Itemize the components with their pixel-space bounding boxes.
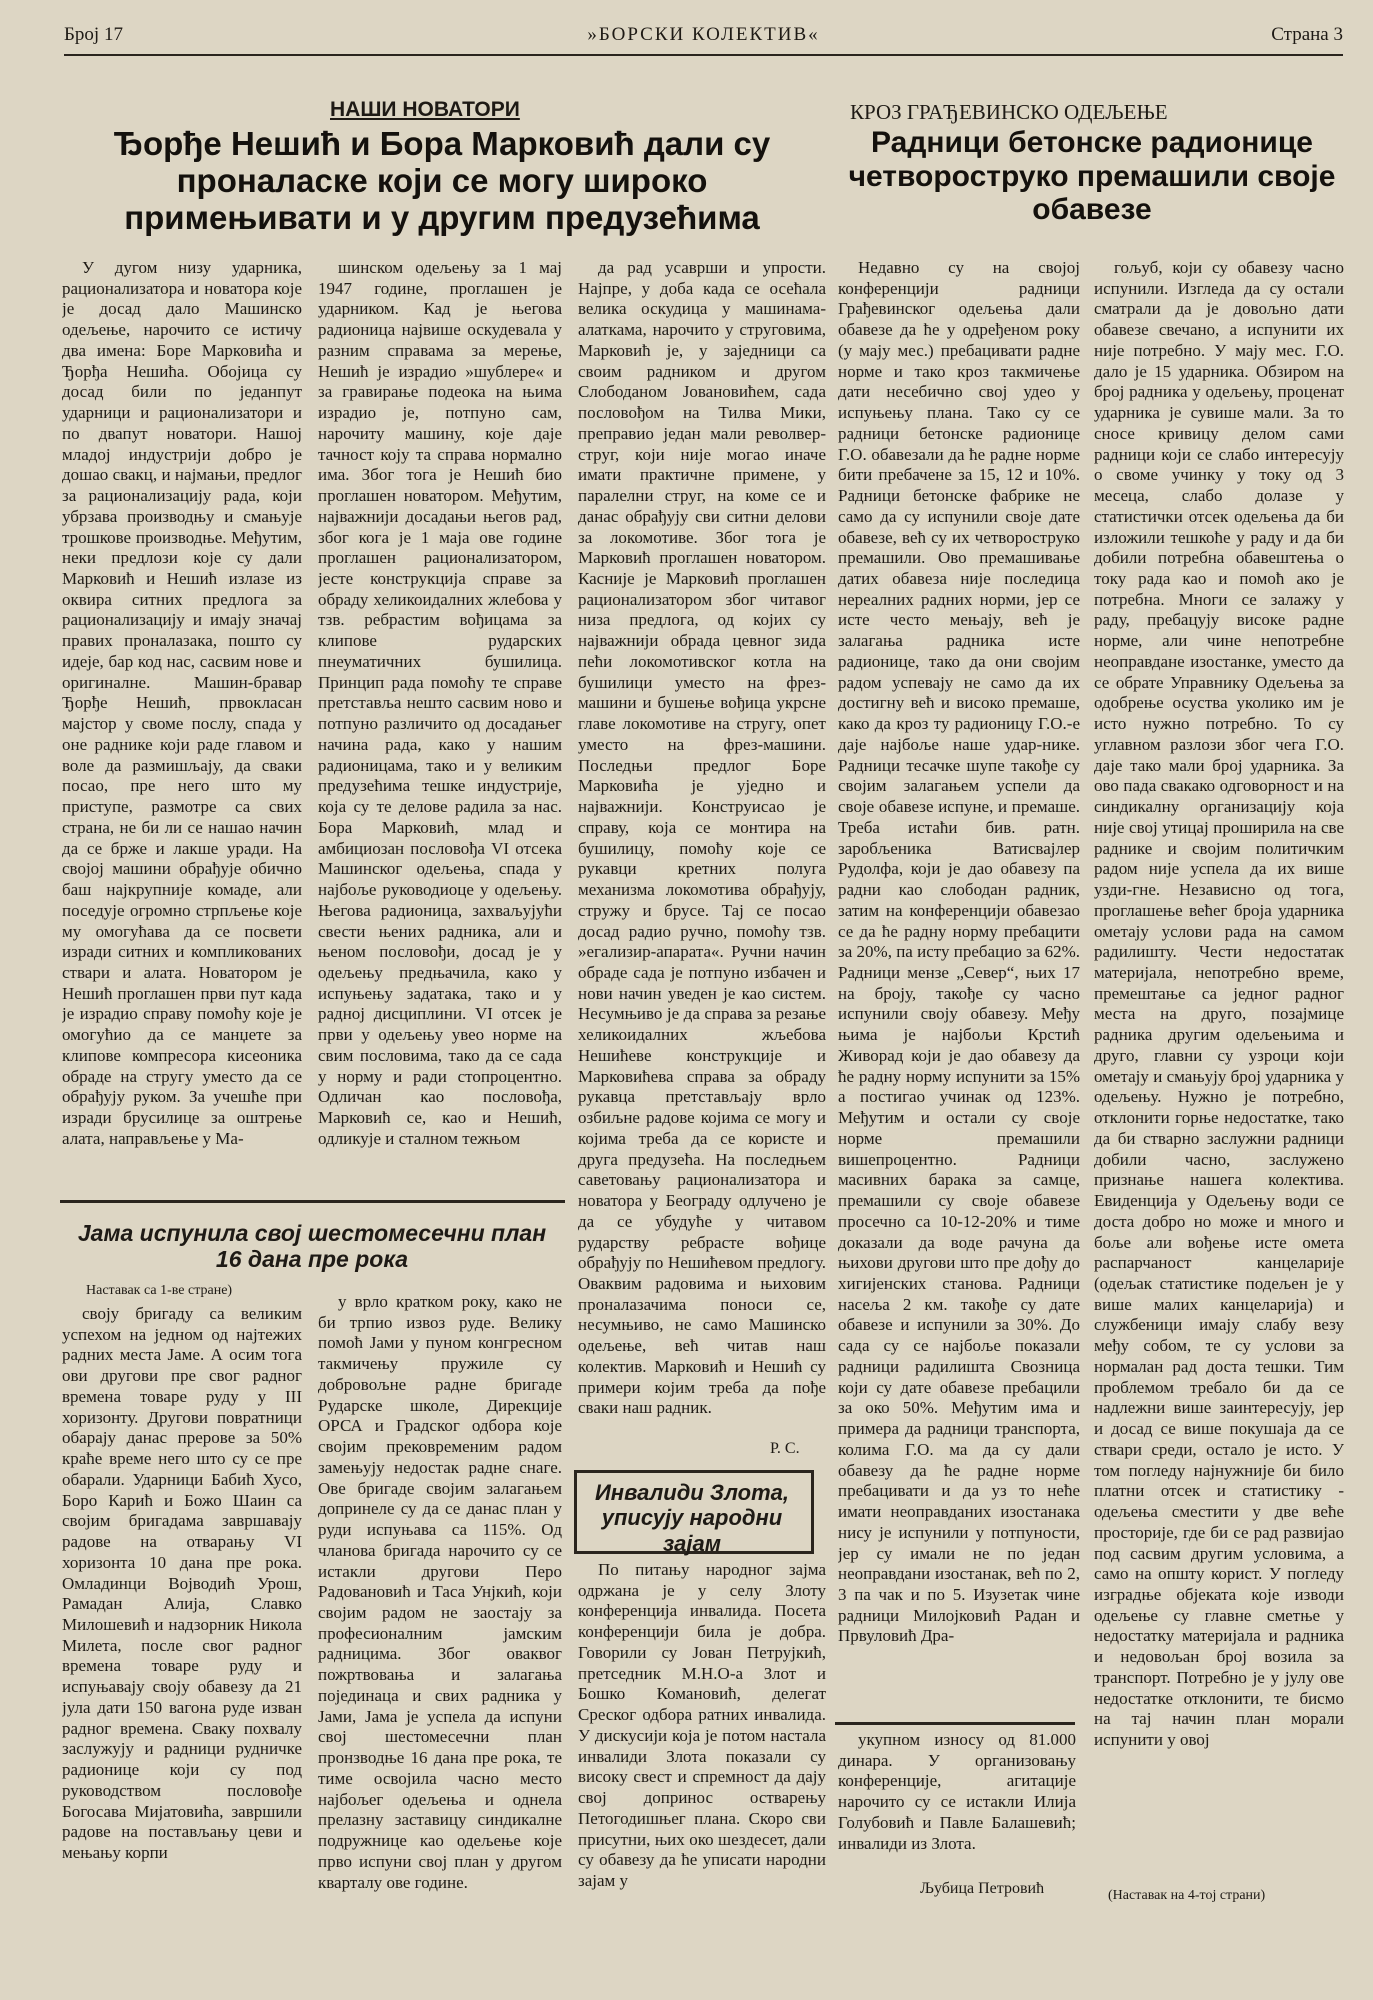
divider: [60, 1200, 565, 1203]
article2-column-2: [318, 1292, 562, 1944]
divider: [835, 1722, 1075, 1725]
article1-column-1: [62, 258, 302, 1198]
article4-column-1: [838, 258, 1080, 1718]
article2-continued-note: Наставак са 1-ве стране): [86, 1283, 233, 1298]
page-number: Страна 3: [1271, 24, 1343, 45]
article1-text-3: да рад усаврши и упрости. Најпре, у доба када се осећала велика оскудица у машинама-алаткама, нарочито у струговима, Марковић је, у заједници са своим радником и другом Слободаном Јовановићем, сада пословођом на Тилва Мики, преправио један мали револвер-струг, који није могао иначе имати практичне примене, у паралелни струг, на коме се и данас обрађују сви ситни делови за локомотиве. Због тога је Марковић проглашен новатором. Касније је Марковић проглашен рационализатором због читавог низа предлога, од којих су најважнији обрада цевног зида пећи локомотивског котла на бушилици уместо на фрез-машини и бушење вођица укрсне главе локомотиве на стругу, опет уместо на фрез-машини. Последњи предлог Боре Марковића је уједно и најважнији. Конструисао је справу, која се монтира на бушилицу, помоћу које се рукавци кретних полуга механизма локомотива обрађују, стружу и брусе. Тај се посао досад радио ручно, помоћу тзв. »егализир-апарата«. Ручни начин обраде сада је потпуно избачен и нови начин уведен је као систем. Несумњиво је да справа за резање хеликоидалних жљебова Нешићеве конструкције и Марковићева справа за обраду рукавца претстављају врло озбиљне радове којима се могу и којима треба да се користе и друга предузећа. На последњем саветовању рационализатора и новатора у Београду одлучено је да се убудуће у читавом рударству ребрасте вођице обрађују по Нешићевом предлогу. Оваквим радовима и њиховим проналазачима поноси се, несумњиво, не само Машинско одељење, већ читав наш колектив. Марковић и Нешић су примери којим треба да пође сваки наш радник.: [578, 258, 826, 1418]
article3-text-2: укупном износу од 81.000 динара. У организовању конференције, агитације нарочито су се истакли Илија Голубовић и Павле Балашевић; инвалиди из Злота.: [838, 1730, 1076, 1853]
article4-column-2: [1094, 258, 1344, 1883]
article1-headline: Ђорђе Нешић и Бора Марковић дали су проналаске који се могу широко примењивати и у другим предузећима: [113, 125, 771, 236]
article3-text-1: По питању народног зајма одржана је у селу Злоту конференција инвалида. Посета конференцији била је добра. Говорили су Јован Петрујкић, претседник М.Н.О-а Злот и Бошко Комановић, делегат Среског одбора ратних инвалида. У дискусији која је потом настала инвалиди Злота показали су високу свест и спремност да дају свој допринос остварењу Петогодишњег плана. Скоро сви присутни, њих око шездесет, дали су обавезу да ће уписати народни зајам у: [578, 1560, 826, 1891]
article4-kicker: КРОЗ ГРАЂЕВИНСКО ОДЕЉЕЊЕ: [850, 100, 1168, 124]
article4-headline: Радници бетонске радионице четвороструко премашили своје обавезе: [848, 126, 1336, 227]
issue-number: Број 17: [64, 24, 123, 45]
article1-column-3: [578, 258, 826, 1428]
article1-kicker: НАШИ НОВАТОРИ: [330, 98, 520, 121]
article2-text-1: своју бригаду са великим успехом на једном од најтежих радних места Јаме. А осим тога ови другови пре свог радног времена товаре руду у III хоризонту. Другови повратници обарају данас прерове за 50% краће време него што су се пре обарали. Ударници Бабић Хусо, Боро Карић и Божо Шаин са својим бригадама завршавају радове на отварању VI хоризонта 10 дана пре рока. Омладинци Војводић Урош, Рамадан Алија, Славко Милошевић и надзорник Никола Милета, после свог радног времена товаре руду и испуњавају своју обавезу да 21 јула дати 150 вагона руде изван радног времена. Сваку похвалу заслужују и радници рудничке радионице који су под руководством пословође Богосава Мијатовића, завршили радове на постављању цеви и мењању корпи: [62, 1304, 302, 1863]
article3-column-2: [838, 1730, 1076, 1880]
article1-column-2: [318, 258, 562, 1163]
article1-signature: Р. С.: [770, 1440, 800, 1457]
article4-text-2: гољуб, који су обавезу часно испунили. Изгледа да су остали сматрали да је довољно дати обавезе свечано, а испунити их није потребно. У мају мес. Г.О. дало је 15 ударника. Обзиром на број радника у одељењу, проценат ударника је сувише мали. За то сносе кривицу делом сами радници који се слабо интересују о своме учинку у току од 3 месеца, слабо долазе у статистички отсек одељења да би изложили тешкоће у раду и да би добили потребна обавештења о току рада као и помоћ ако је потребна. Многи се залажу у раду, пребацују високе радне норме, али чине непотребне неоправдане изостанке, уместо да се обрате Управнику Одељења за одобрење осуства уколико им је исто нужно потребно. То су углавном разлози због чега Г.О. даје тако мали број ударника. За ово пада свакако одговорност и на синдикалну организацију која није свој утицај проширила на све раднике и својим политичким радом није успела да их више узди-гне. Независно од тога, проглашење већег броја ударника ометају услови рада на самом радилишту. Чести недостатак материјала, непотребно време, премештање са једног радног места на друго, позајмице радника другим одељењима и друго, главни су узроци који ометају и смањују број ударника у одељењу. Нужно је потребно, отклонити горње недостатке, тако да би стварно заслужни радници добили часно, заслужено признање нашега колектива. Евиденција у Одељењу води се доста добро но може и много и боље али вођење исте омета распарчаност канцеларије (одељак статистике подељен је у више малих канцеларија) и службеници имају слабу везу међу собом, те су услови за нормалан рад доста тешки. Тим проблемом требало би да се надлежни више заинтересују, јер и досад се више покушаја да се ствари среди, остало је исто. У том погледу најнужније би било платни отсек и статистику - одељења сместити у две веће просторије, где би се рад развијао под сасвим другим условима, а само на општу корист. У погледу изградње објеката које изводи одељење су главне сметње у недостатку материјала и радника и недовољан број возила за транспорт. Потребно је у јулу ове недостатке отклонити, те бисмо на тај начин план морали испунити у овој: [1094, 258, 1344, 1750]
article1-text-2: шинском одељењу за 1 мај 1947 године, проглашен је ударником. Кад је његова радионица највише оскудевала у разним справама за мерење, Нешић је израдио »шублере« и за гравирање подеока на њима израдио је, потпуно сам, нарочиту машину, које даје тачност коју та справа нормално има. Због тога је Нешић био проглашен новатором. Међутим, најважнији досадањи његов рад, због кога је 1 маја ове године проглашен рационализатором, јесте конструкција справе за обраду хеликоидалних жлебова у тзв. ребрастим вођицама за клипове рударских пнеуматичних бушилица. Принцип рада помоћу те справе претставља нешто сасвим ново и потпуно различито од досадањег начина рада, како у нашим радионицама, тако и у великим предузећима тешке индустрије, која су те делове радила за нас. Бора Марковић, млад и амбициозан пословођа VI отсека Машинског одељења, спада у најбоље руководиоце у одељењу. Његова радионица, захваљујући свести њених радника, али и њеном пословођи, досад је у одељењу предњачила, како у испуњењу задатака, тако и у радној дисциплини. VI отсек је први у одељењу увео норме на свим пословима, тако да се сада у норму и ради стопроцентно. Одличан као пословођа, Марковић се, као и Нешић, одликује и сталном тежњом: [318, 258, 562, 1148]
article2-column-1: [62, 1304, 302, 1944]
article3-headline: Инвалиди Злота, уписују народни зајам: [594, 1480, 790, 1556]
article4-continued-note: (Наставак на 4-тој страни): [1108, 1888, 1266, 1903]
article2-text-2: у врло кратком року, како не би трпио извоз руде. Велику помоћ Јами у пуном конгресном такмичењу пружиле су добровољне радне бригаде Рударске школе, Дирекције ОРСА и Градског одбора које својим прековременим радом замењују недостак радне снаге. Ове бригаде својим залагањем допринеле су да се данас план у руди испуњава са 115%. Од чланова бригада нарочито су се истакли другови Перо Радовановић и Таса Унјкић, који својим радом не заостају за професионалним јамским радницима. Због оваквог пожртвовања и залагања појединаца и свих радника у Јами, Јама је успела да испуни свој шестомесечни план пронзводње 16 дана пре рока, те тиме освојила часно место најбољег одељења и однела прелазну заставицу синдикалне подружнице као одељење које прво испуни свој план у другом кварталу ове године.: [318, 1292, 562, 1892]
article1-text-1: У дугом низу ударника, рационализатора и новатора које је досад дало Машинско одељење, нарочито се истичу два имена: Боре Марковића и Ђорђа Нешића. Обојица су досад били по једанпут ударници и рационализатори и по двапут новатори. Нашој младој индустрији добро је дошао свакц, и најмањи, предлог за рационализацију рада, који убрзава производњу и смањује трошкове производње. Међутим, неки предлози које су дали Марковић и Нешић излазе из оквира ситних предлога за рационализацију и имају значај правих проналазака, пошто су идеје, бар код нас, сасвим нове и оригиналне. Машин-бравар Ђорђе Нешић, првокласан мајстор у своме послу, спада у оне раднике који раде главом и воле да размишљају, да сваки посао, пре него што му приступе, размотре са свих страна, не би ли се нашао начин да се брже и лакше уради. На својој машини обрађује обично баш најкрупније комаде, али поседује огромно стрпљење које му омогућава да се посвети изради ситних и компликованих ствари и алата. Новатором је Нешић проглашен први пут када је израдио справу помоћу које је омогућио да се манџете за клипове компресора кисеоника обраде на стругу уместо да се обрађују руком. За учешће при изради брусилице за оштрење алата, направљење у Ма-: [62, 258, 302, 1148]
running-header: [64, 18, 1343, 56]
article3-column-1: [578, 1560, 826, 1940]
article4-text-1: Недавно су на својој конференцији радници Грађевинског одељења дали обавезе да ће у одређеном року (у мају мес.) пребацивати радне норме и тако кроз такмичење дати несебично свој удео у испуњењу плана. Тако су се радници бетонске радионице Г.О. обавезали да ће радне норме бити пребачене за 15, 12 и 10%. Радници бетонске фабрике не само да су испунили своје дате обавезе, већ су их четвороструко премашили. Ово премашивање датих обавеза није последица нереалних радних норми, јер се исте често мењају, већ је залагања радника исте радионице, тако да они својим радом успевају не само да их достигну већ и високо премаше, како да кроз ту радионицу Г.О.-е даје најбоље наше удар-нике. Радници тесачке шупе такође су својим залагањем успели да своје обавезе испуне, и премаше. Треба истаћи бив. ратн. заробљеника Ватисвајлер Рудолфа, који је дао обавезу па радни као слободан радник, затим на конференцији обавезао се да ће радну норму пребацити за 20%, па исту пребацио за 62%. Радници мензе „Север“, њих 17 на броју, такође су часно испунили своју обавезу. Међу њима је најбољи Крстић Живорад који је дао обавезу да ће радну норму испунити за 15% а постигао учинак од 123%. Међутим и остали су своје норме премашили вишепроцентно. Радници масивних барака за самце, премашили су своје обавезе просечно са 10-12-20% и тиме доказали да воде рачуна да њихови другови што пре дођу до хигијенских станова. Радници насеља 2 км. такође су дате обавезе и испунили за 30%. До сада су се најбоље показали радници радилишта Свозница који су дате обавезе пребацили за око 50%. Међутим има и примера да радници транспорта, колима Г.О. ма да су дали обавезу да ће радне норме пребацивати и да уз то неће имати неоправданих изостанака нису је испунили у потпуности, јер су имали не по један неоправдани изостанак, већ по 2, 3 па чак и по 5. Изузетак чине радници Милојковић Радан и Првуловић Дра-: [838, 258, 1080, 1646]
article3-signature: Љубица Петровић: [920, 1880, 1045, 1897]
article2-headline: Јама испунила свој шестомесечни план 16 дана пре рока: [77, 1220, 547, 1273]
newspaper-title: »БОРСКИ КОЛЕКТИВ«: [587, 24, 820, 45]
